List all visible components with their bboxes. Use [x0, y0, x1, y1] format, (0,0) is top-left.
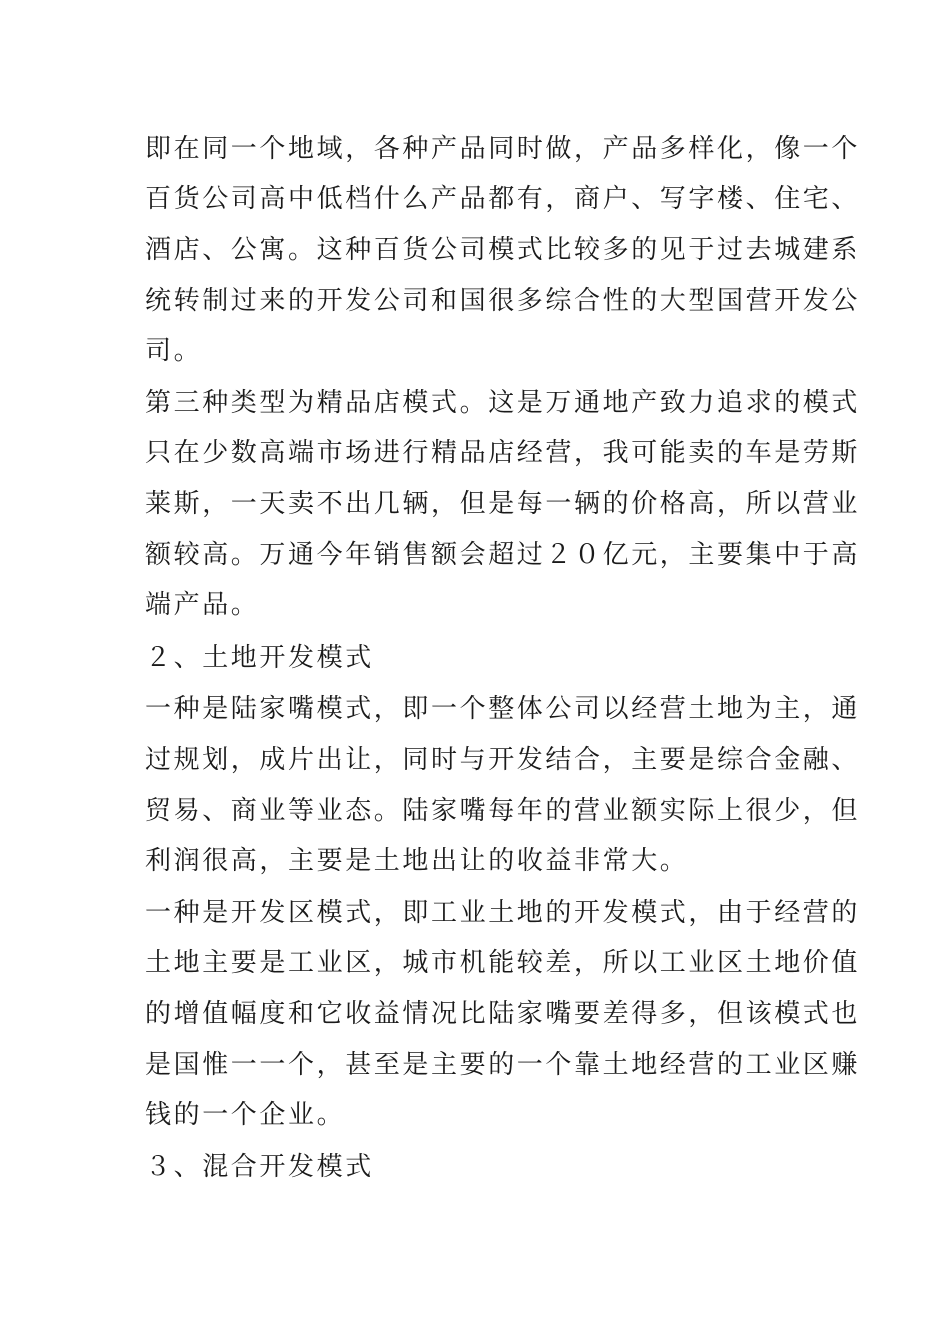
body-text-line: 钱的一个企业。	[145, 1100, 346, 1130]
body-text-line: 莱斯，一天卖不出几辆，但是每一辆的价格高，所以营业	[145, 489, 861, 519]
body-text-line: 是国惟一一个，甚至是主要的一个靠土地经营的工业区赚	[145, 1050, 861, 1080]
body-text-line: 酒店、公寓。这种百货公司模式比较多的见于过去城建系	[145, 235, 861, 265]
section-heading: ２、土地开发模式	[145, 643, 374, 673]
body-text-line: 只在少数高端市场进行精品店经营，我可能卖的车是劳斯	[145, 438, 861, 468]
body-text-line: 的增值幅度和它收益情况比陆家嘴要差得多，但该模式也	[145, 999, 861, 1029]
body-text-line: 司。	[145, 336, 203, 366]
body-text-line: 一种是开发区模式，即工业土地的开发模式，由于经营的	[145, 898, 861, 928]
body-text-line: 一种是陆家嘴模式，即一个整体公司以经营土地为主，通	[145, 694, 861, 724]
body-text-line: 百货公司高中低档什么产品都有，商户、写字楼、住宅、	[145, 184, 861, 214]
body-text-line: 端产品。	[145, 590, 260, 620]
body-text-line: 利润很高，主要是土地出让的收益非常大。	[145, 846, 689, 876]
body-text-line: 额较高。万通今年销售额会超过２０亿元，主要集中于高	[145, 540, 861, 570]
body-text-line: 第三种类型为精品店模式。这是万通地产致力追求的模式	[145, 388, 861, 418]
body-text-line: 统转制过来的开发公司和国很多综合性的大型国营开发公	[145, 286, 861, 316]
body-text-line: 即在同一个地域，各种产品同时做，产品多样化，像一个	[145, 134, 861, 164]
body-text-line: 贸易、商业等业态。陆家嘴每年的营业额实际上很少，但	[145, 796, 861, 826]
body-text-line: 土地主要是工业区，城市机能较差，所以工业区土地价值	[145, 948, 861, 978]
body-text-line: 过规划，成片出让，同时与开发结合，主要是综合金融、	[145, 745, 861, 775]
section-heading: ３、混合开发模式	[145, 1152, 374, 1182]
